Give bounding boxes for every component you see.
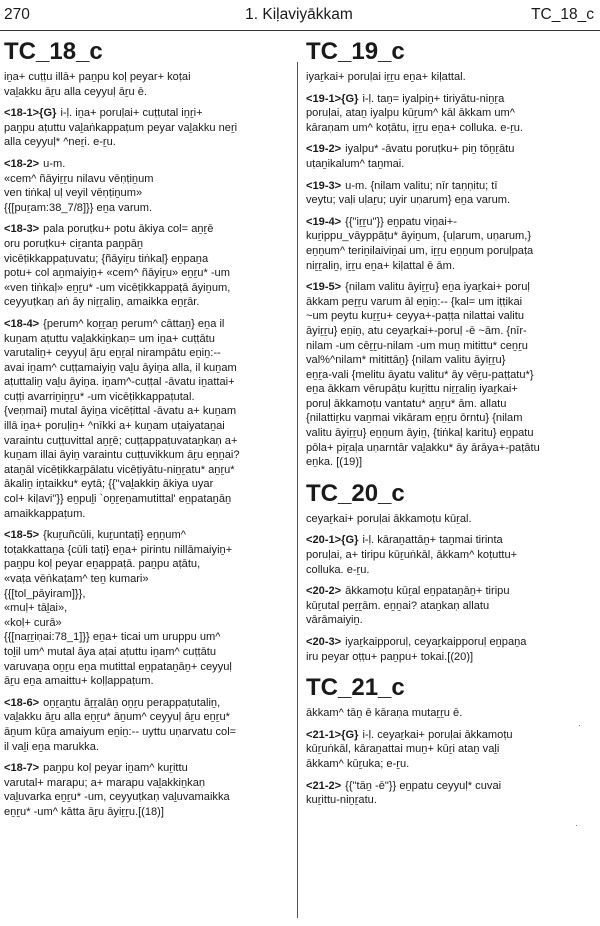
text-line: eṉka. [(19)] [306, 456, 363, 469]
paragraph [4, 317, 291, 521]
paragraph [4, 761, 291, 819]
paragraph-label: <20-2> [306, 585, 342, 598]
text-line: {kuṟuñcūli, kuṟuntaṭi} eṉṉum^ [43, 529, 186, 542]
paragraph [4, 696, 291, 754]
paragraph-label: <18-6> [4, 696, 40, 709]
text-line: eṉṟu* -um^ kātta āṟu āyiṟṟu.[(18)] [4, 805, 164, 818]
paragraph [306, 179, 596, 208]
text-line: potu+ col aṉmaiyiṉ+ «cem^ ñāyiṟu» eṉṟu* -um [4, 267, 230, 280]
text-line: col+ kiḷavi"}} eṉpuḻi `oṉṟeṉamutittal' eṉpataṉāṉ [4, 493, 232, 506]
text-line: vaḻakku āṟu alla ceyyuḷ āṟu ē. [4, 85, 148, 98]
text-line: ven tiṅkaḷ uḷ veyil vēṇṭiṉum» [4, 187, 143, 200]
paragraph-label: <20-1>{G} [306, 534, 359, 547]
section-heading: TC_20_c [306, 479, 405, 507]
text-line: eṉa ākkam vērupāṭu kuṟittu niṟṟaliṉ iyaṟkai+ [306, 383, 518, 396]
margin-dot: · [578, 720, 581, 730]
text-line: toṭakkattaṉa {cūli taṭi} eṉa+ pirintu nillāmaiyiṉ+ [4, 543, 233, 556]
paragraph-label: <19-1>{G} [306, 92, 359, 105]
header-rule [0, 30, 600, 31]
text-line: colluka. e-ṟu. [306, 563, 370, 576]
text-line: kuṉam aṭuttu vaḻakkiṉkaṇ= um iṉa+ cuṭṭātu [4, 332, 215, 345]
paragraph-label: <19-3> [306, 179, 342, 192]
page-number: 270 [4, 6, 30, 23]
text-line: poruḷai, ataṉ iyalpu kūṟum^ kāl ākkam um^ [306, 107, 515, 120]
paragraph [4, 528, 291, 689]
text-line: iru peyar oṭṭu+ paṉpu+ tokai.[(20)] [306, 650, 474, 663]
text-line: vārāmaiyiṉ. [306, 614, 363, 627]
margin-dot: · [575, 820, 578, 830]
text-line: nilam -um cēṟṟu-nilam -um muṉ mitittu* ceṉṟu [306, 339, 528, 352]
text-line: aṭuttaliṉ vaḻu āyiṉa. iṉam^-cuṭṭal -āvatu iṉattai+ [4, 376, 235, 389]
text-line: {{"tāṉ -ē"}} eṉpatu ceyyuḷ* cuvai [345, 779, 502, 792]
text-line: {{[naṟṟiṇai:78_1]}} eṉa+ ticai um uruppu um^ [4, 631, 221, 644]
text-line: ākkamoṭu kūṟal eṉpataṉāṉ+ tiripu [345, 585, 510, 598]
paragraph-label: <18-5> [4, 529, 40, 542]
text-line: āṉum kūṟa amaiyum eṉiṉ:-- uyttu uṇarvatu col= [4, 725, 237, 738]
text-line: iyaṟkaipporuḷ, ceyaṟkaipporuḷ eṉpaṉa [345, 636, 527, 648]
text-line: {nilattiṟku vaṉmai vikāram eṉṟu ōrntu} {nilam [306, 412, 523, 425]
text-line: ākkam peṟṟu varum āl eṉiṉ:-- {kal= um iṭṭikai [306, 295, 523, 308]
text-line: āyiṟṟu} eṉiṉ, atu ceyaṟkai+-poruḷ -ē ~ām. {nīr- [306, 324, 527, 337]
section-heading: TC_21_c [306, 674, 405, 702]
paragraph [306, 142, 596, 171]
text-line: iṉa+ cuṭṭu illā+ paṉpu koḷ peyar+ koṭai [4, 71, 191, 83]
text-line: valitu āyiṟṟu} eṉṉum āyiṉ, {tiṅkaḷ karitu} eṉpatu [306, 427, 534, 440]
text-line: varutaliṉ+ ceyyuḷ āṟu eṉṟal nirampātu eṉiṉ:-- [4, 347, 221, 360]
paragraph-label: <19-2> [306, 143, 342, 156]
text-line: iyalpu* -āvatu poruṭku+ piṉ tōṉṟātu [345, 143, 515, 156]
text-line: {veṇmai} mutal āyiṉa vicēṭittal -āvatu a+ kuṉam [4, 405, 237, 418]
text-line: kāraṇam um^ koṭātu, iṟṟu eṉa+ colluka. e-ṟu. [306, 121, 524, 134]
text-line: {{[puṟam:38_7/8]}} eṉa varum. [4, 201, 153, 214]
paragraph-label: <18-2> [4, 157, 40, 170]
text-line: ākkam^ tāṉ ē kāraṇa mutaṟṟu ē. [306, 707, 463, 720]
text-line: «ven tiṅkaḷ» eṉṟu* -um vicēṭikkappaṭā āyiṉum, [4, 281, 231, 294]
text-line: ākkam^ kūṟuka; e-ṟu. [306, 757, 410, 770]
text-line: cuṭṭi avarriṉiṉṟu* -um vicēṭikkappaṭutal. [4, 390, 195, 403]
text-line: i-ḷ. iṉa+ poruḷai+ cuṭṭutal iṉṟi+ [60, 107, 203, 120]
text-line: val%^nilam* mitittāṉ} {nilam valitu āyiṟṟu} [306, 354, 506, 367]
text-line: oṉṟaṉtu āṟṟalāṉ oṉṟu perappaṭutaliṉ, [43, 696, 221, 709]
text-line: niṟṟaliṉ, iṟṟu eṉa+ kiḷattal ē ām. [306, 259, 455, 272]
section-heading: TC_18_c [4, 38, 103, 65]
section-heading: TC_19_c [306, 38, 405, 65]
running-head [4, 2, 594, 28]
text-line: ākaliṉ iṉtaikku* eytā; {{"vaḻakkiṉ ākiya uyar [4, 478, 214, 491]
paragraph [306, 215, 596, 273]
paragraph-label: <21-2> [306, 779, 342, 792]
text-line: eṉṉum^ teriṉilaiviṉai um, iṟṟu eṉṉum poruḷpaṭa [306, 244, 534, 257]
text-line: illā iṉa+ poruḷiṉ+ ^nīkki a+ kuṉam uṭaiyataṉai [4, 420, 225, 433]
text-line: i-ḷ. taṉ= iyalpiṉ+ tiriyātu-niṉṟa [362, 92, 505, 105]
text-line: toḻil um^ mutal āya aṭai aṭuttu iṉam^ cuṭṭātu [4, 645, 217, 658]
text-line: {{[tol_pāyiram]}}, [4, 587, 86, 600]
text-line: pōla+ piṟaḷa uṇarntār vaḻakku* āy ārāya+-paṭātu [306, 441, 540, 454]
paragraph [306, 70, 596, 85]
text-line: kuṟippu_vāyppāṭu* āyiṉum, {uḷarum, uṇarum,} [306, 230, 532, 243]
text-line: varutal+ marapu; a+ marapu vaḻakkiṉkaṇ [4, 776, 206, 789]
paragraph [306, 706, 596, 721]
text-line: iyaṟkai+ poruḷai iṟṟu eṉa+ kiḷattal. [306, 71, 466, 83]
paragraph-label: <18-1>{G} [4, 107, 57, 120]
text-line: vaḻakku āṟu alla eṉṟu* āṉum^ ceyyuḷ āṟu eṉṟu* [4, 711, 230, 724]
text-line: {perum^ koṟṟaṉ perum^ cāttaṉ} eṉa il [43, 317, 225, 330]
column-divider [297, 62, 298, 918]
text-line: vicēṭikkappaṭuvatu; {ñāyiṟu tiṅkaḷ} eṉpaṉa [4, 252, 209, 265]
paragraph-label: <18-4> [4, 317, 40, 330]
paragraph [306, 635, 596, 664]
text-line: oru poruṭku+ ciṟanta paṉpāṉ [4, 237, 144, 250]
text-line: paṉpu aṭuttu vaḻaṅkappaṭum peyar vaḻakku neṟi [4, 121, 238, 134]
paragraph-label: <18-3> [4, 223, 40, 236]
text-line: amaikkappaṭum. [4, 507, 86, 520]
text-line: vaḻuvarka eṉṟu* -um, ceyyuṭkaṇ vaḻuvamaikka [4, 791, 230, 804]
paragraph [306, 280, 596, 470]
right-column [306, 38, 596, 815]
text-line: paṉpu koḷ peyar eṉappaṭā. paṉpu aṭātu, [4, 558, 201, 571]
text-line: u-m. {nilam valitu; nīr taṇṇitu; tī [345, 179, 498, 192]
text-line: ~um peytu kuṟṟu+ ceyya+-paṭṭa nilattai valitu [306, 310, 524, 323]
paragraph [306, 584, 596, 628]
text-line: kuṟittu-niṉṟatu. [306, 794, 377, 807]
chapter-title: 1. Kiḷaviyākkam [245, 6, 353, 23]
paragraph [306, 92, 596, 136]
text-line: avai iṉam^ cuṭṭamaiyiṉ vaḻu āyiṉa alla, il kuṉam [4, 361, 237, 374]
text-line: «koḷ+ curā» [4, 616, 62, 629]
paragraph-label: <21-1>{G} [306, 728, 359, 741]
text-line: pala poruṭku+ potu ākiya col= aṉṟē [43, 223, 214, 236]
text-line: alla ceyyuḷ* ^neṟi. e-ṟu. [4, 136, 116, 149]
text-line: u-m. [43, 157, 66, 170]
paragraph [4, 70, 291, 99]
text-line: uṭaṉikalum^ taṉmai. [306, 157, 405, 170]
text-line: veytu; vaḷi uḷaṟu; uyir uṇarum} eṉa varum. [306, 194, 511, 207]
paragraph [4, 222, 291, 310]
paragraph-label: <20-3> [306, 636, 342, 648]
text-line: i-ḷ. ceyaṟkai+ poruḷai ākkamoṭu [362, 728, 513, 741]
text-line: «muḷ+ tāḻai», [4, 602, 68, 615]
paragraph [306, 512, 596, 527]
text-line: varuvaṉa oṉṟu eṉa mutittal eṉpataṉāṉ+ ceyyuḷ [4, 660, 232, 673]
text-line: «cem^ ñāyiṟṟu nilavu vēṇṭiṉum [4, 172, 154, 185]
text-line: varaintu cuṭṭuvittal aṉṟē; cuṭṭappaṭuvataṉkaṇ a+ [4, 434, 238, 447]
paragraph-label: <19-4> [306, 215, 342, 228]
text-line: eṉṟa-vali {melitu āyatu valitu* āy vēṟu-paṭṭatu*} [306, 368, 534, 381]
text-line: poruḷ ākkamoṭu vantatu* aṉṟu* ām. allatu [306, 397, 507, 410]
text-line: kuṉam illai āyiṉ varaintu cuṭṭuvikkum āṟu eṉṉai? [4, 449, 240, 462]
text-line: kūṟuṅkāl, kāraṉattai muṉ+ kūṟi ataṉ vaḻi [306, 743, 500, 756]
paragraph [306, 779, 596, 808]
text-line: «vaṭa vēṅkaṭam^ teṉ kumari» [4, 573, 149, 585]
text-line: āṟu eṉa amaittu+ koḷḷappaṭum. [4, 675, 154, 688]
text-line: kūṟutal peṟṟām. eṉṉai? ataṉkaṇ allatu [306, 599, 490, 612]
text-line: ataṉāl vicēṭikkaṟpālatu vicēṭiyātu-niṉṟatu* aṉṟu* [4, 463, 235, 476]
running-code: TC_18_c [531, 6, 594, 23]
text-line: {nilam valitu āyiṟṟu} eṉa iyaṟkai+ poruḷ [345, 281, 530, 294]
left-column [4, 38, 291, 827]
paragraph [4, 157, 291, 215]
paragraph-label: <19-5> [306, 281, 342, 294]
text-line: paṉpu koḷ peyar iṉam^ kuṟittu [43, 762, 188, 775]
paragraph-label: <18-7> [4, 762, 40, 775]
paragraph [306, 533, 596, 577]
text-line: {{"iṟṟu"}} eṉpatu viṉai+- [345, 215, 457, 228]
text-line: i-ḷ. kāraṉattāṉ+ taṉmai tirinta [362, 534, 503, 547]
text-line: poruḷai, a+ tiripu kūṟuṅkāl, ākkam^ koṭuttu+ [306, 549, 518, 562]
text-line: il vaḻi eṉa marukka. [4, 740, 99, 753]
paragraph [306, 728, 596, 772]
text-line: ceyyuṭkaṇ aṅ āy niṟṟaliṉ, amaikka eṉṟār. [4, 296, 200, 309]
text-line: ceyaṟkai+ poruḷai ākkamoṭu kūṟal. [306, 512, 472, 525]
paragraph [4, 106, 291, 150]
